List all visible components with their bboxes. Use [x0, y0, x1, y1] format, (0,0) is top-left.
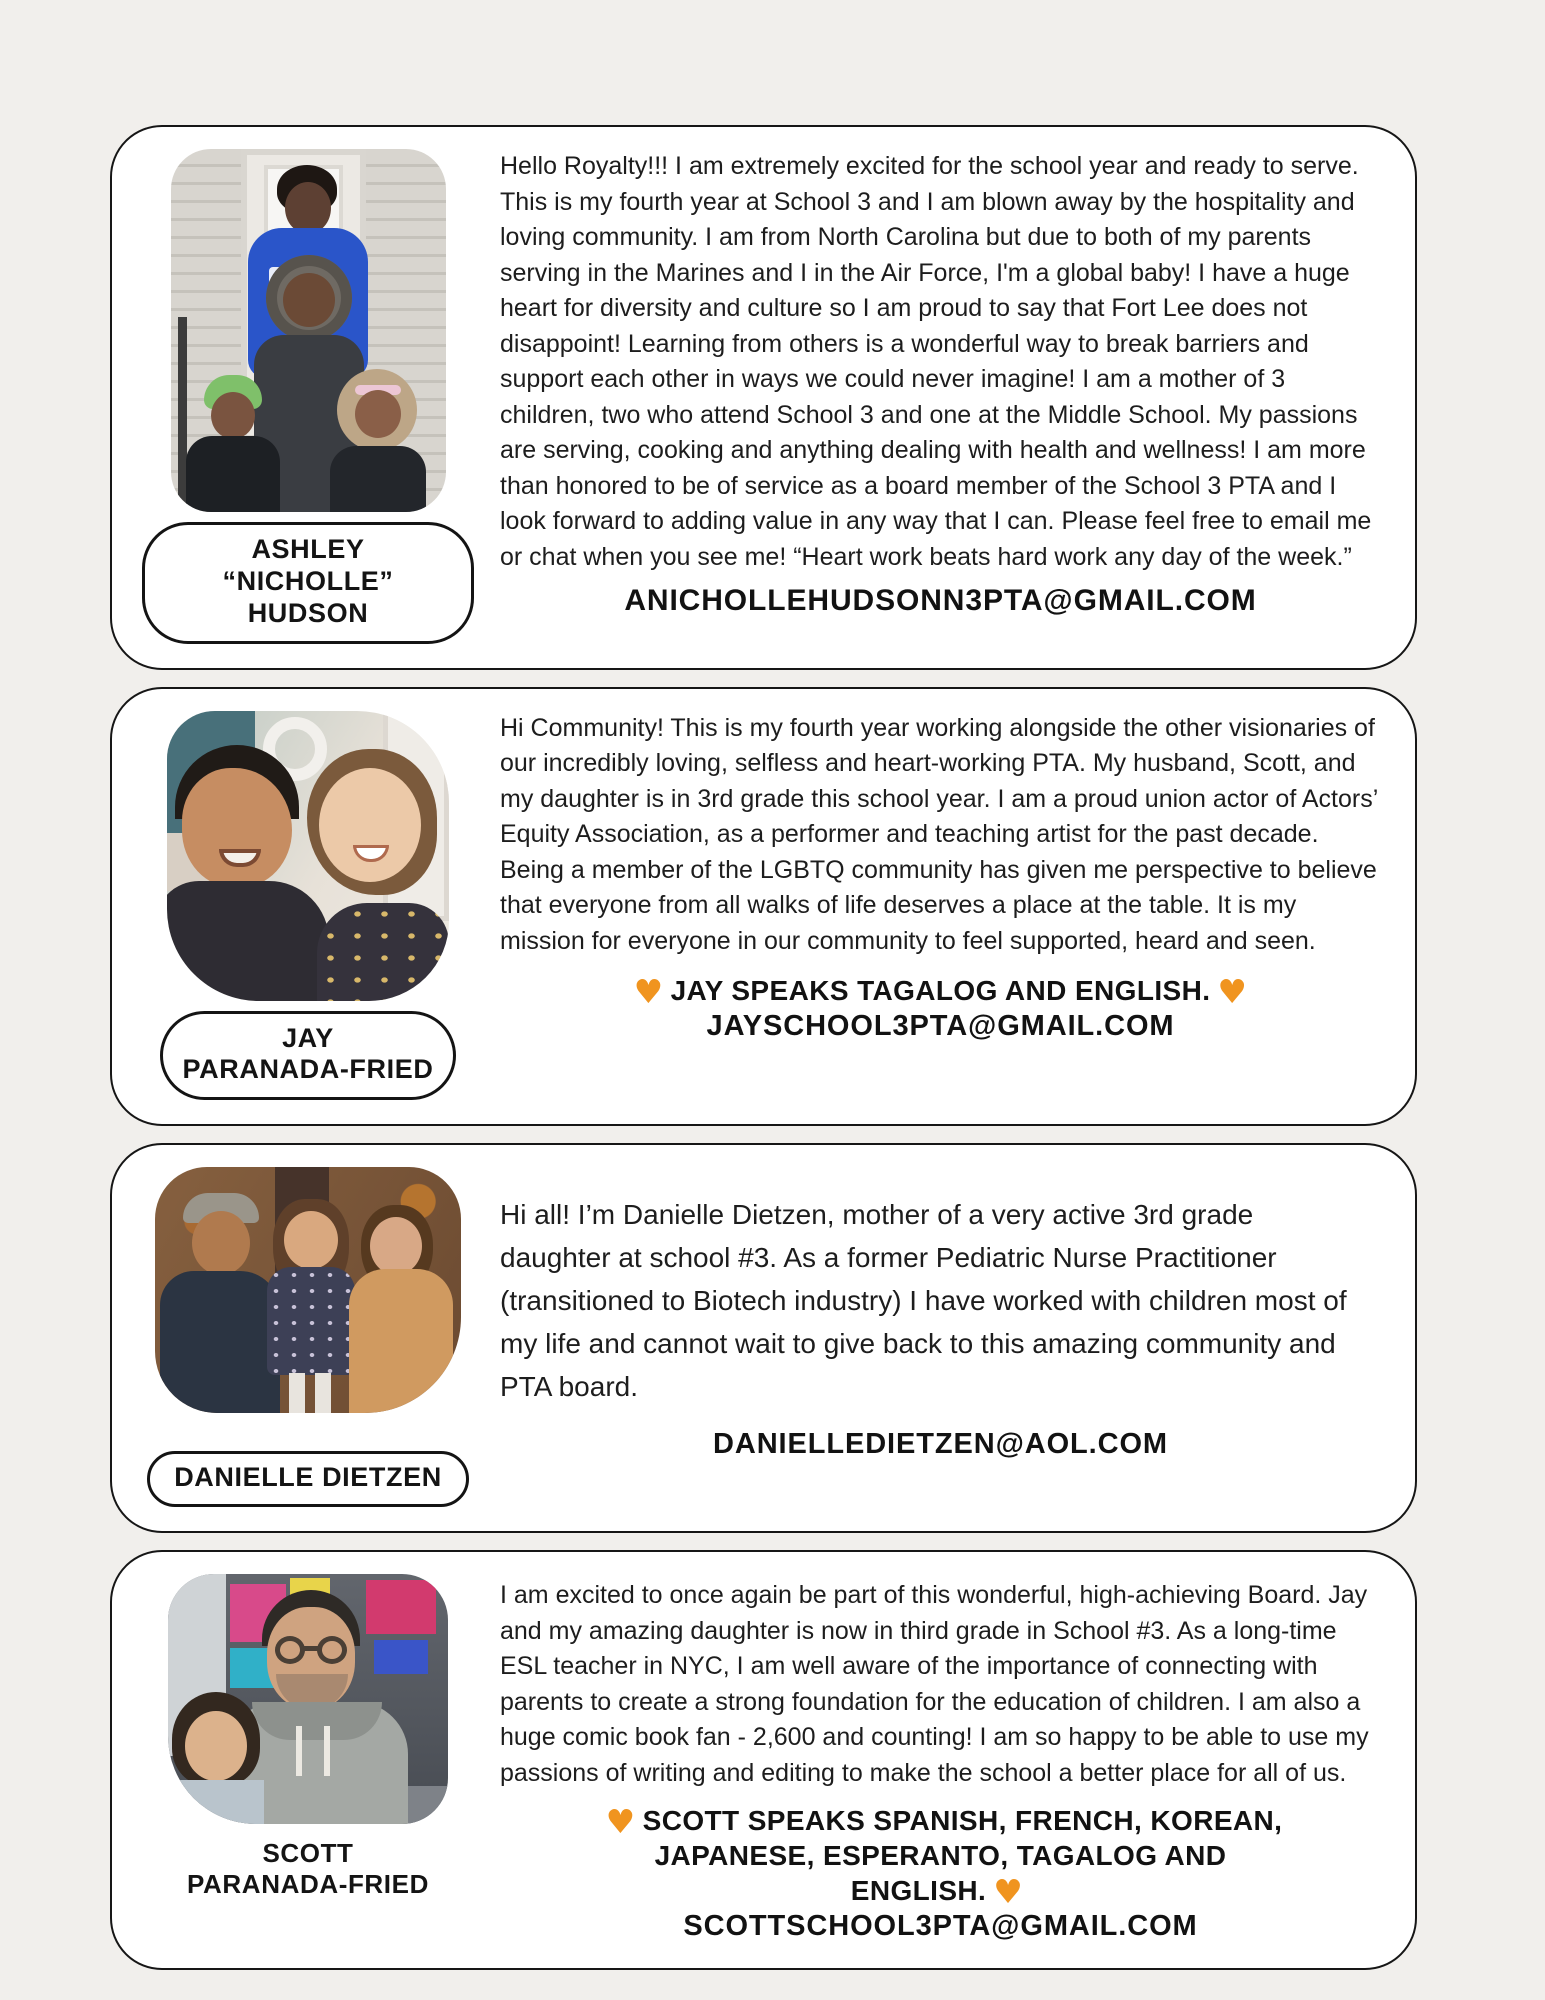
mother-figure	[370, 1217, 422, 1275]
member-bio: Hello Royalty!!! I am extremely excited for the school year and ready to serve. This is my fourth year at School 3 and I am blown away by the hospitality and loving community. I am from North Carolina but due to both of my parents serving in the Marines and I in the Air Force, I'm a global baby! I have a huge heart for diversity and culture so I am proud to say that Fort Lee does not disappoint! Learning from others is a wonderful way to break barriers and support each other in ways we could never imagine! I am a mother of 3 children, two who attend School 3 and one at the Middle School. My passions are serving, cooking and anything dealing with health and wellness! I am more than honored to be of service as a board member of the School 3 PTA and I look forward to adding value in any way that I can. Please feel free to email me or chat when you see me! “Heart work beats hard work any day of the week.”	[500, 152, 1372, 571]
member-name-line: SCOTT	[262, 1838, 354, 1869]
member-name	[187, 1838, 429, 1900]
member-bio: Hi all! I’m Danielle Dietzen, mother of a very active 3rd grade daughter at school #3. As a former Pediatric Nurse Practitioner (transitioned to Biotech industry) I have worked with children most of my life and cannot wait to give back to this amazing community and PTA board.	[500, 1199, 1347, 1403]
member-photo-column	[142, 1167, 474, 1507]
member-bio-column	[500, 1167, 1381, 1507]
heart-icon: ♥	[1217, 972, 1248, 1012]
member-name-line: PARANADA-FRIED	[187, 1869, 429, 1900]
dietzen-family-photo	[155, 1167, 461, 1413]
child-figure	[211, 392, 255, 439]
member-name-line: JAY	[282, 1022, 334, 1053]
daughter-figure	[185, 1711, 247, 1781]
daughter-figure	[319, 768, 421, 882]
glasses	[275, 1636, 305, 1664]
heart-icon: ♥	[605, 1802, 636, 1842]
member-name-pill	[142, 522, 474, 644]
member-photo-column	[142, 711, 474, 1101]
member-name-line: HUDSON	[247, 597, 369, 628]
child-figure	[355, 390, 401, 438]
glasses	[317, 1636, 347, 1664]
board-member-card-scott	[110, 1550, 1417, 1970]
member-name-pill	[160, 1011, 457, 1101]
member-name-line: ASHLEY “NICHOLLE”	[222, 534, 394, 596]
languages-line	[591, 972, 1291, 1012]
board-member-card-danielle	[110, 1143, 1417, 1533]
daughter-figure	[284, 1211, 338, 1269]
member-contact	[500, 973, 1381, 1044]
member-contact	[500, 1803, 1381, 1944]
heart-icon: ♥	[993, 1872, 1024, 1912]
member-bio: I am excited to once again be part of this wonderful, high-achieving Board. Jay and my amazing daughter is now in third grade in School #3. As a long-time ESL teacher in NYC, I am well aware of the importance of connecting with parents to create a strong foundation for the education of children. I am also a huge comic book fan - 2,600 and counting! I am so happy to be able to use my passions of writing and editing to make the school a better place for all of us.	[500, 1581, 1369, 1787]
board-member-card-ashley	[110, 125, 1417, 670]
member-email: SCOTTSCHOOL3PTA@GMAIL.COM	[683, 1910, 1198, 1943]
member-name-pill	[147, 1451, 469, 1507]
member-bio-column	[500, 711, 1381, 1101]
member-photo-column	[142, 1574, 474, 1944]
member-email: ANICHOLLEHUDSONN3PTA@GMAIL.COM	[624, 584, 1257, 617]
child-figure	[283, 273, 335, 327]
member-bio-column	[500, 149, 1381, 644]
member-email: JAYSCHOOL3PTA@GMAIL.COM	[706, 1010, 1175, 1043]
member-email: DANIELLEDIETZEN@AOL.COM	[713, 1428, 1168, 1461]
member-contact	[500, 1426, 1381, 1462]
languages-text: SCOTT SPEAKS SPANISH, FRENCH, KOREAN, JAPANESE, ESPERANTO, TAGALOG AND ENGLISH.	[642, 1805, 1283, 1907]
ashley-hudson-family-photo	[171, 149, 446, 512]
languages-line	[591, 1802, 1291, 1912]
member-contact	[500, 583, 1381, 619]
languages-text: JAY SPEAKS TAGALOG AND ENGLISH.	[670, 975, 1211, 1007]
member-bio-column	[500, 1574, 1381, 1944]
jay-and-daughter-photo	[167, 711, 449, 1001]
member-name-line: DANIELLE DIETZEN	[174, 1462, 442, 1493]
member-name-line: PARANADA-FRIED	[182, 1054, 434, 1085]
board-member-card-jay	[110, 687, 1417, 1127]
billboard	[366, 1580, 436, 1634]
scott-and-daughter-photo	[168, 1574, 448, 1824]
heart-icon: ♥	[633, 972, 664, 1012]
mother-figure	[285, 182, 331, 234]
member-photo-column	[142, 149, 474, 644]
billboard	[374, 1640, 428, 1674]
father-figure	[182, 768, 292, 888]
father-figure	[192, 1211, 250, 1275]
member-bio: Hi Community! This is my fourth year working alongside the other visionaries of our incredibly loving, selfless and heart-working PTA. My husband, Scott, and my daughter is in 3rd grade this school year. I am a proud union actor of Actors’ Equity Association, as a performer and teaching artist for the past decade. Being a member of the LGBTQ community has given me perspective to believe that everyone from all walks of life deserves a place at the table. It is my mission for everyone in our community to feel supported, heard and seen.	[500, 713, 1378, 955]
